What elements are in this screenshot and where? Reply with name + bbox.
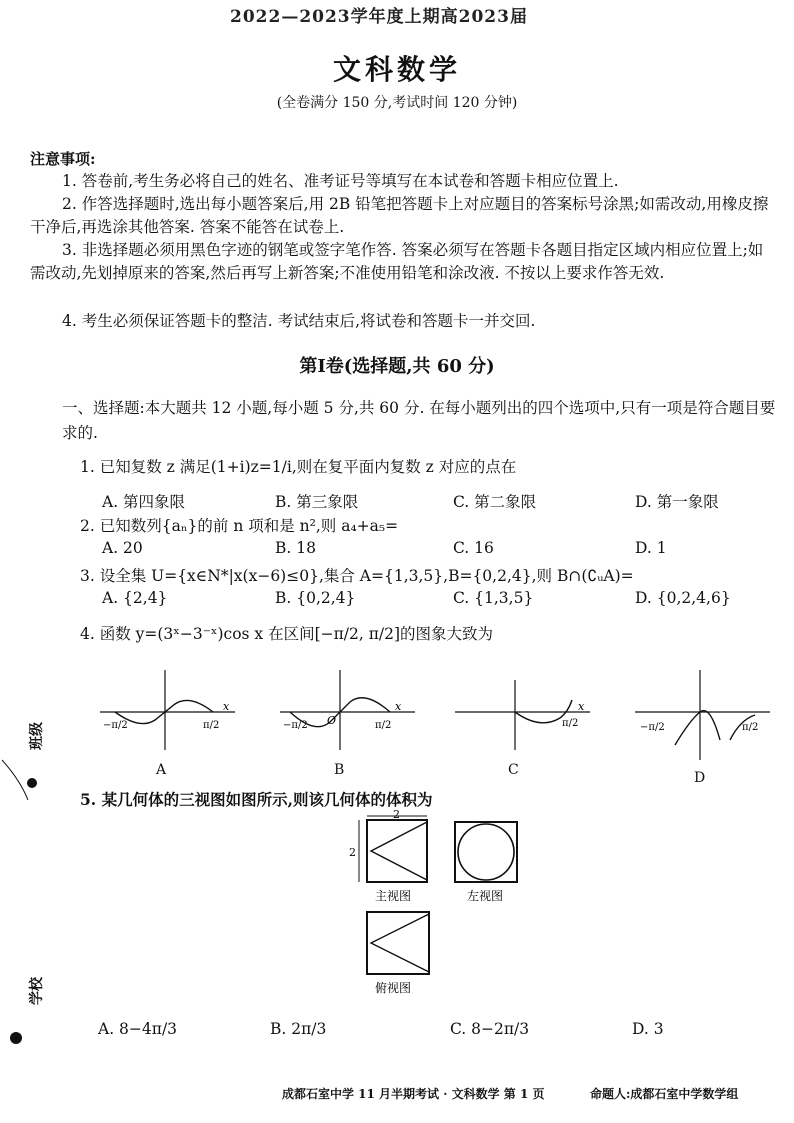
graph-c-pos-tick: π/2 <box>562 718 579 729</box>
question-1-stem: 1. 已知复数 z 满足(1+i)z=1/i,则在复平面内复数 z 对应的点在 <box>80 458 517 476</box>
binding-dot <box>6 1028 26 1048</box>
exam-header-line: 2022—2023学年度上期高2023届 <box>230 7 528 27</box>
q5-option-d: D. 3 <box>632 1020 664 1038</box>
notice-item-4: 4. 考生必须保证答题卡的整洁. 考试结束后,将试卷和答题卡一并交回. <box>62 312 536 330</box>
front-height-label: 2 <box>349 846 356 859</box>
top-view-label: 俯视图 <box>375 981 412 995</box>
q5-option-a: A. 8−4π/3 <box>98 1020 178 1038</box>
q1-option-a: A. 第四象限 <box>102 493 186 511</box>
sidebar-class-label: 班级 <box>29 722 45 750</box>
graph-a-pos-tick: π/2 <box>203 720 220 731</box>
q3-option-a: A. {2,4} <box>102 589 168 607</box>
front-view-label: 主视图 <box>375 889 412 903</box>
q2-option-c: C. 16 <box>453 539 494 557</box>
q4-label-a: A <box>156 762 167 778</box>
front-width-label: 2 <box>393 808 400 821</box>
notice-title: 注意事项: <box>30 150 96 168</box>
q3-option-c: C. {1,3,5} <box>453 589 534 607</box>
graph-a-neg-tick: −π/2 <box>103 720 128 731</box>
graph-b-pos-tick: π/2 <box>375 720 392 731</box>
graph-d-pos-tick: π/2 <box>742 722 759 733</box>
q5-option-b: B. 2π/3 <box>270 1020 327 1038</box>
graph-a-x-label: x <box>223 700 230 713</box>
section-title: 第Ⅰ卷(选择题,共 60 分) <box>299 356 495 377</box>
binding-mark <box>0 755 40 815</box>
q2-option-a: A. 20 <box>102 539 143 557</box>
q4-label-d: D <box>694 770 706 786</box>
q4-graph-b <box>275 660 425 760</box>
question-2-stem: 2. 已知数列{aₙ}的前 n 项和是 n²,则 a₄+a₅= <box>80 517 399 535</box>
q1-option-d: D. 第一象限 <box>635 493 719 511</box>
q4-graph-c <box>450 660 600 760</box>
page-title: 文科数学 <box>332 53 461 86</box>
three-view-diagram <box>345 808 535 1008</box>
q4-label-c: C <box>508 762 519 778</box>
q3-option-b: B. {0,2,4} <box>275 589 356 607</box>
q3-option-d: D. {0,2,4,6} <box>635 589 731 607</box>
q2-option-d: D. 1 <box>635 539 667 557</box>
notice-item-3: 3. 非选择题必须用黑色字迹的钢笔或签字笔作答. 答案必须写在答题卡各题目指定区域内相应位置上;如需改动,先划掉原来的答案,然后再写上新答案;不准使用铅笔和涂改液. 不按以上要求作答无效. <box>30 241 764 282</box>
question-4-stem: 4. 函数 y=(3ˣ−3⁻ˣ)cos x 在区间[−π/2, π/2]的图象大致为 <box>80 625 494 643</box>
section-intro: 一、选择题:本大题共 12 小题,每小题 5 分,共 60 分. 在每小题列出的四个选项中,只有一项是符合题目要求的. <box>62 399 776 442</box>
notice-item-1: 1. 答卷前,考生务必将自己的姓名、准考证号等填写在本试卷和答题卡相应位置上. <box>62 172 619 190</box>
footer-page-info: 成都石室中学 11 月半期考试 · 文科数学 第 1 页 <box>282 1087 545 1101</box>
graph-c-x-label: x <box>578 700 585 713</box>
graph-b-x-label: x <box>395 700 402 713</box>
graph-b-origin: O <box>327 714 337 727</box>
question-5-stem: 5. 某几何体的三视图如图所示,则该几何体的体积为 <box>80 790 433 809</box>
q2-option-b: B. 18 <box>275 539 316 557</box>
question-3-stem: 3. 设全集 U={x∈N*|x(x−6)≤0},集合 A={1,3,5},B={0,2,4},则 B∩(∁ᵤA)= <box>80 567 634 585</box>
notice-item-2: 2. 作答选择题时,选出每小题答案后,用 2B 铅笔把答题卡上对应题目的答案标号涂黑;如需改动,用橡皮擦干净后,再选涂其他答案. 答案不能答在试卷上. <box>30 195 769 236</box>
graph-b-neg-tick: −π/2 <box>283 720 308 731</box>
q4-label-b: B <box>334 762 345 778</box>
exam-subtitle: (全卷满分 150 分,考试时间 120 分钟) <box>276 95 518 111</box>
footer-author: 命题人:成都石室中学数学组 <box>590 1087 739 1101</box>
graph-d-neg-tick: −π/2 <box>640 722 665 733</box>
q5-option-c: C. 8−2π/3 <box>450 1020 530 1038</box>
q1-option-b: B. 第三象限 <box>275 493 359 511</box>
sidebar-school-label: 学校 <box>29 977 45 1005</box>
q4-graph-d <box>630 660 780 770</box>
q1-option-c: C. 第二象限 <box>453 493 537 511</box>
q4-graph-a <box>95 660 245 760</box>
side-view-label: 左视图 <box>467 889 504 903</box>
